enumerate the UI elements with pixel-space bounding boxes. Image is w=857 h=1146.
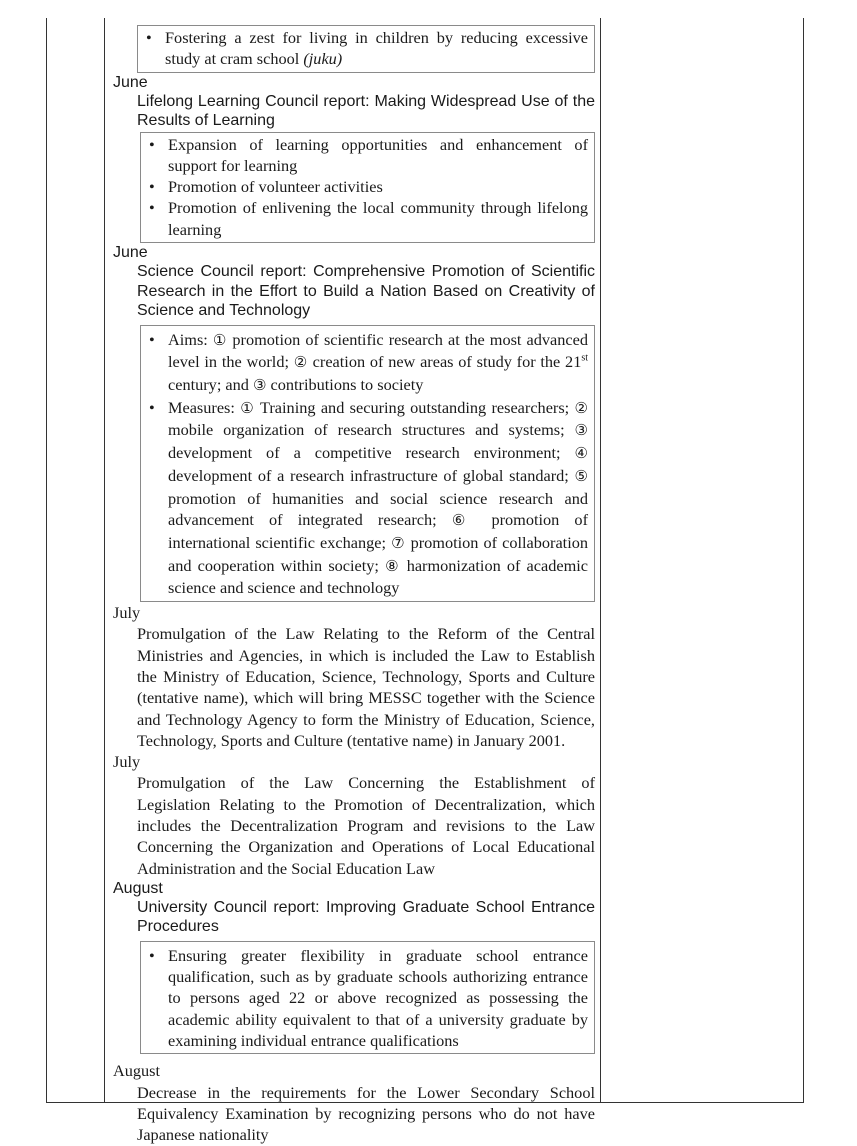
summary-box xyxy=(140,941,595,1054)
entry-month: June xyxy=(113,244,148,262)
list-item: • Promotion of volunteer activities xyxy=(149,177,383,197)
report-title: Lifelong Learning Council report: Making Widespread Use of the Results of Learning xyxy=(137,92,595,130)
chronology-column xyxy=(113,18,595,1146)
list-item: • Measures: ① Training and securing outstanding researchers; ② mobile organization of research structures and systems; ③ development of a competitive research environment; ④ development of a research infrastructure of global standard; ⑤ promotion of humanities and social science research and advancement of integrated research; ⑥ promotion of international scientific exchange; ⑦ promotion of collaboration and cooperation within society; ⑧ harmonization of academic science and science and technology xyxy=(149,397,589,598)
summary-box xyxy=(140,325,595,602)
report-title: Science Council report: Comprehensive Promotion of Scientific Research in the Effort to Build a Nation Based on Creativity of Science and Technology xyxy=(137,263,595,320)
table-border-right xyxy=(803,18,804,1102)
table-column-divider-1 xyxy=(104,18,105,1102)
entry-text: Promulgation of the Law Relating to the Reform of the Central Ministries and Agencies, in which is included the Law to Establish the Ministry of Education, Science, Technology, Sports and Culture (tentative name), which will bring MESSC together with the Science and Technology Agency to form the Ministry of Education, Science, Technology, Sports and Culture (tentative name) in January 2001. xyxy=(137,624,595,750)
report-title: University Council report: Improving Graduate School Entrance Procedures xyxy=(137,898,595,936)
entry-text: Promulgation of the Law Concerning the Establishment of Legislation Relating to the Promotion of Decentralization, which includes the Decentralization Program and revisions to the Law Concerning the Organization and Operations of Local Educational Administration and the Social Education Law xyxy=(137,773,595,878)
list-item: • Fostering a zest for living in children by reducing excessive study at cram school (juku) xyxy=(146,28,588,69)
entry-month: August xyxy=(113,1061,161,1081)
entry-month: July xyxy=(113,603,141,623)
entry-month: June xyxy=(113,73,148,91)
list-item: • Ensuring greater flexibility in graduate school entrance qualification, such as by graduate schools authorizing entrance to persons aged 22 or above recognized as possessing the academic ability equivalent to that of a university graduate by examining individual entrance qualifications xyxy=(149,945,588,1051)
list-item: • Aims: ① promotion of scientific research at the most advanced level in the world; ② creation of new areas of study for the 21st century; and ③ contributions to society xyxy=(149,329,589,394)
list-item: • Promotion of enlivening the local community through lifelong learning xyxy=(149,198,588,239)
summary-box xyxy=(140,132,595,243)
table-border-left xyxy=(46,18,47,1102)
entry-month: August xyxy=(113,879,163,897)
list-item: • Expansion of learning opportunities and enhancement of support for learning xyxy=(149,134,588,175)
entry-text: Decrease in the requirements for the Lower Secondary School Equivalency Examination by recognizing persons who do not have Japanese nationality xyxy=(137,1082,595,1145)
entry-month: July xyxy=(113,752,141,772)
table-column-divider-2 xyxy=(600,18,601,1102)
summary-box xyxy=(137,25,595,73)
